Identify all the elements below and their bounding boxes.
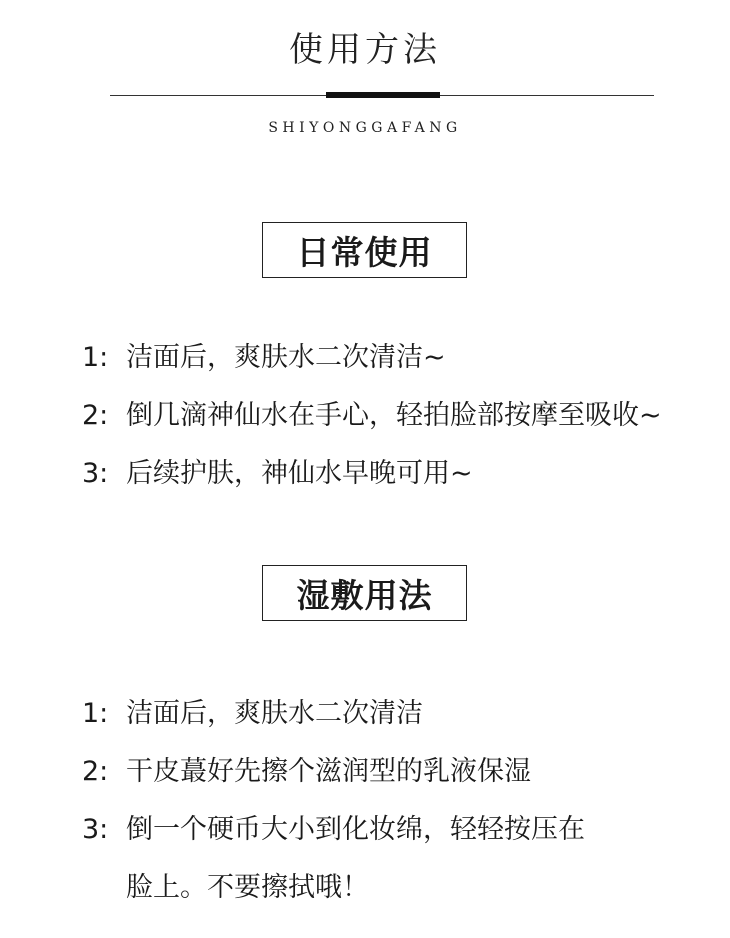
list-item-number: 1:: [82, 342, 109, 373]
list-item-number: 2:: [82, 756, 109, 787]
list-item: [82, 456, 473, 492]
list-item-number: 2:: [82, 400, 109, 431]
list-item-text: 干皮蕞好先擦个滋润型的乳液保湿: [126, 756, 531, 787]
list-item: [82, 696, 423, 732]
section-heading-daily-use: 日常使用: [262, 222, 467, 278]
section-heading-wet-compress: 湿敷用法: [262, 565, 467, 621]
list-item-number: 3:: [82, 814, 109, 845]
list-item-text: 后续护肤，神仙水早晚可用~: [126, 458, 473, 489]
list-item: [82, 812, 585, 848]
list-item: [82, 398, 662, 434]
list-item-text: 洁面后，爽肤水二次清洁~: [126, 342, 446, 373]
list-item: [82, 340, 446, 376]
list-item-text: 洁面后，爽肤水二次清洁: [126, 698, 423, 729]
list-item-text: 倒几滴神仙水在手心，轻拍脸部按摩至吸收~: [126, 400, 662, 431]
list-item: [82, 754, 531, 790]
list-item-number: 3:: [82, 458, 109, 489]
page-title: 使用方法: [289, 30, 441, 70]
title-divider-accent: [326, 92, 440, 98]
page-subtitle: SHIYONGGAFANG: [268, 120, 462, 136]
list-item-continuation: 脸上。不要擦拭哦！: [126, 872, 369, 903]
list-item-number: 1:: [82, 698, 109, 729]
list-item-text: 倒一个硬币大小到化妆绵，轻轻按压在: [126, 814, 585, 845]
